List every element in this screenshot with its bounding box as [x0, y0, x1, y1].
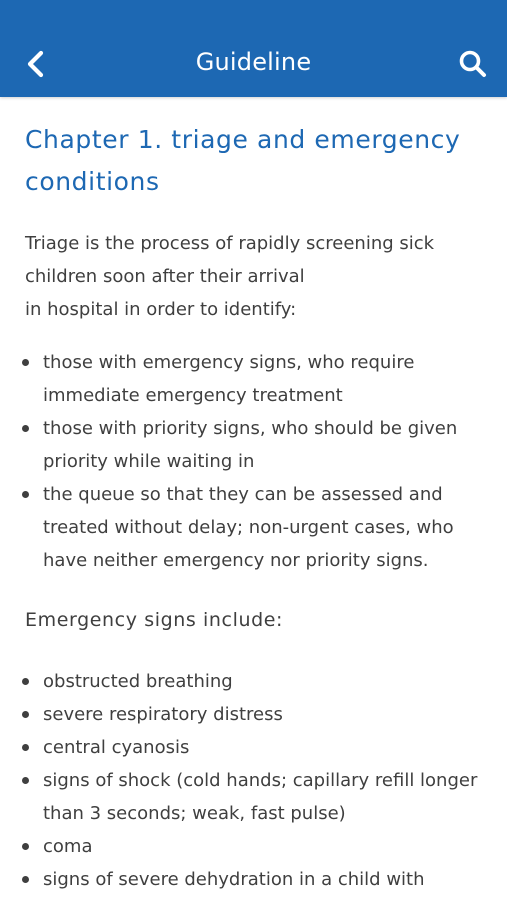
guideline-content[interactable] [0, 97, 507, 900]
list-item: coma [0, 830, 490, 863]
search-button[interactable] [449, 38, 497, 90]
page-title: Guideline [195, 48, 312, 76]
list-item: obstructed breathing [0, 665, 490, 698]
app-bar [0, 0, 507, 97]
list-item: signs of shock (cold hands; capillary refill longer than 3 seconds; weak, fast pulse) [0, 764, 490, 830]
identify-list [0, 346, 490, 577]
chapter-title: Chapter 1. triage and emergency conditions [25, 125, 461, 196]
emergency-signs-heading: Emergency signs include: [25, 609, 284, 631]
search-icon [458, 49, 488, 79]
list-item: signs of severe dehydration in a child with [0, 863, 490, 896]
list-item: those with emergency signs, who require immediate emergency treatment [0, 346, 490, 412]
list-item: the queue so that they can be assessed and treated without delay; non-urgent cases, who have neither emergency nor priority signs. [0, 478, 490, 577]
list-item: severe respiratory distress [0, 698, 490, 731]
intro-paragraph: Triage is the process of rapidly screening sick children soon after their arrival in hospital in order to identify: [25, 233, 435, 320]
emergency-signs-list [0, 665, 490, 896]
list-item: those with priority signs, who should be given priority while waiting in [0, 412, 490, 478]
list-item: central cyanosis [0, 731, 490, 764]
